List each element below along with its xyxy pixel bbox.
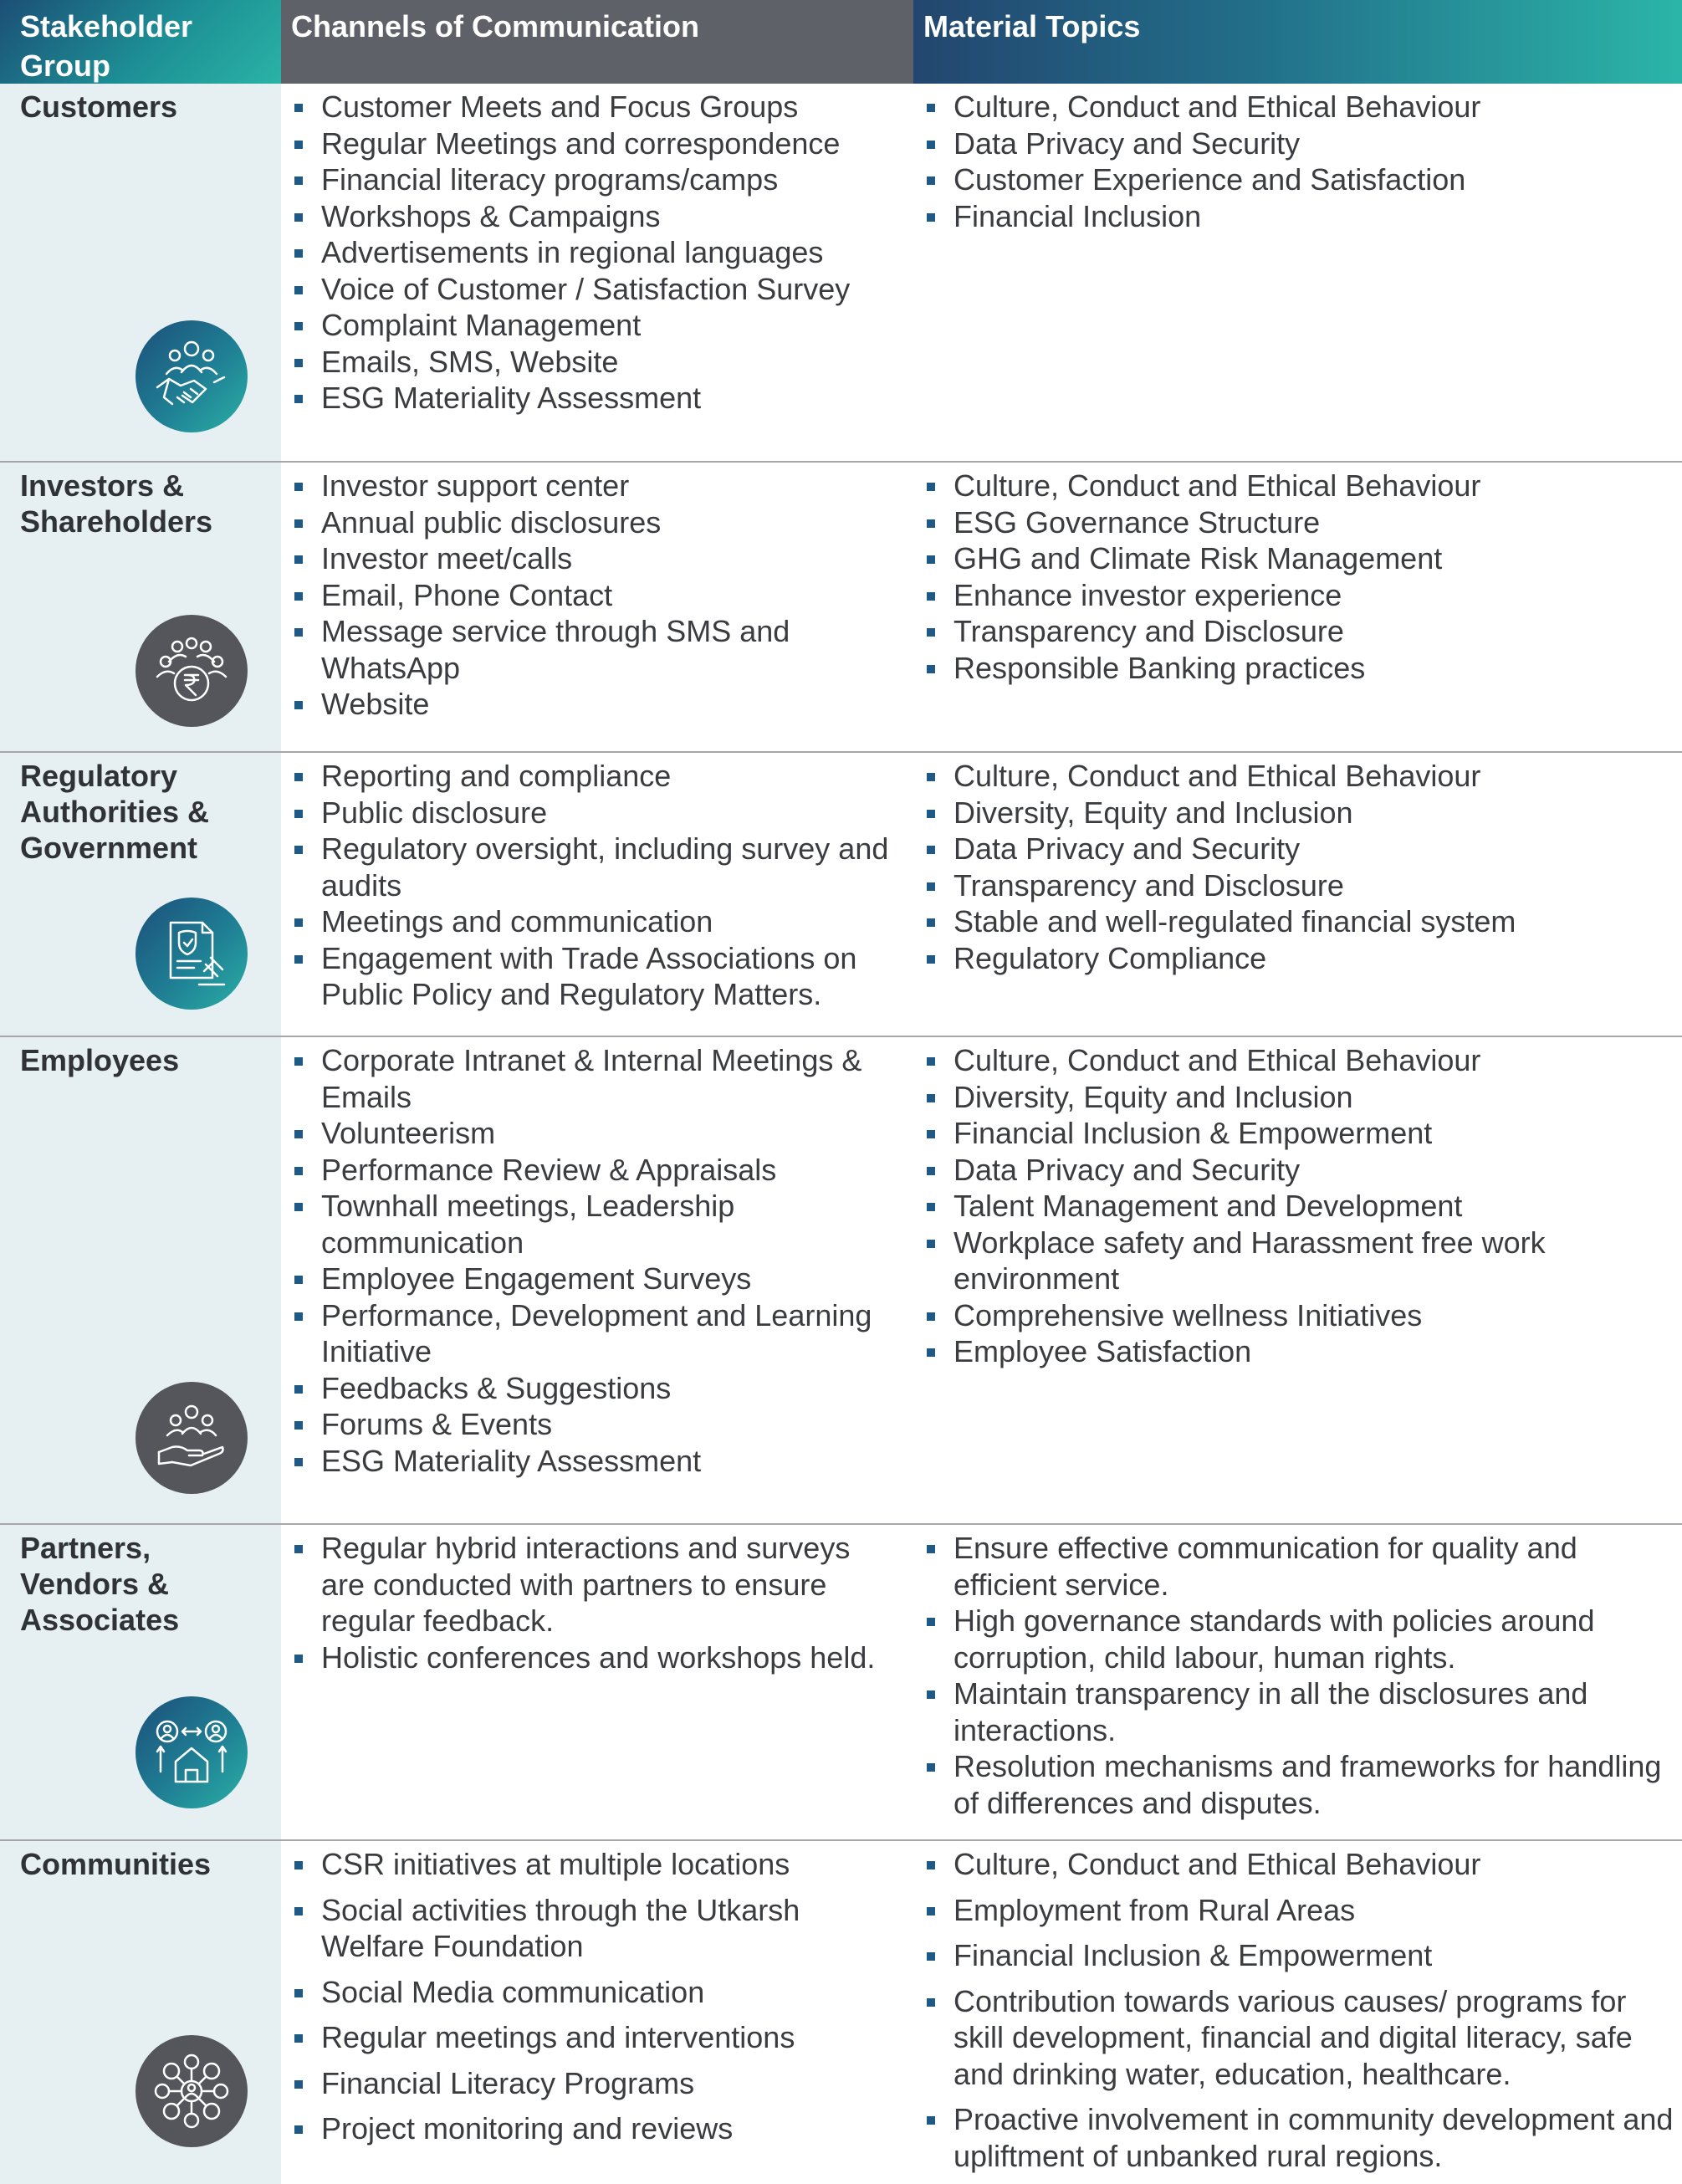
handshake-people-icon — [135, 320, 248, 432]
list-item: Proactive involvement in community development and upliftment of unbanked rural regions. — [923, 2101, 1676, 2174]
topics-list — [923, 1042, 1676, 1370]
list-item: Employee Satisfaction — [923, 1333, 1676, 1370]
stakeholder-cell — [0, 84, 281, 461]
stakeholder-group-name: Customers — [20, 90, 178, 124]
regulatory-document-icon — [135, 898, 248, 1010]
list-item: Talent Management and Development — [923, 1188, 1676, 1225]
list-item: Voice of Customer / Satisfaction Survey — [291, 271, 902, 308]
list-item: Regular meetings and interventions — [291, 2019, 902, 2056]
list-item: Data Privacy and Security — [923, 831, 1676, 867]
stakeholder-cell — [0, 1525, 281, 1839]
topics-list — [923, 1846, 1676, 2174]
list-item: Regular Meetings and correspondence — [291, 125, 902, 162]
list-item: Email, Phone Contact — [291, 577, 902, 614]
list-item: Stable and well-regulated financial system — [923, 903, 1676, 940]
list-item: Culture, Conduct and Ethical Behaviour — [923, 89, 1676, 125]
stakeholder-cell — [0, 753, 281, 1036]
list-item: Responsible Banking practices — [923, 650, 1676, 687]
table-row-customers — [0, 84, 1682, 463]
header-stakeholder-group: Stakeholder Group — [0, 0, 281, 84]
list-item: Message service through SMS and WhatsApp — [291, 613, 902, 686]
channels-list — [291, 89, 902, 417]
channels-list — [291, 1530, 902, 1675]
header-material-topics: Material Topics — [913, 0, 1682, 84]
list-item: Investor meet/calls — [291, 540, 902, 577]
list-item: GHG and Climate Risk Management — [923, 540, 1676, 577]
stakeholder-cell — [0, 1841, 281, 2184]
list-item: Website — [291, 686, 902, 723]
stakeholder-group-name: Communities — [20, 1847, 212, 1881]
list-item: Diversity, Equity and Inclusion — [923, 1079, 1676, 1116]
list-item: Culture, Conduct and Ethical Behaviour — [923, 468, 1676, 504]
list-item: Advertisements in regional languages — [291, 234, 902, 271]
list-item: Enhance investor experience — [923, 577, 1676, 614]
list-item: Forums & Events — [291, 1406, 902, 1443]
topics-list — [923, 89, 1676, 234]
list-item: Ensure effective communication for quality and efficient service. — [923, 1530, 1676, 1603]
table-row-regulatory-government — [0, 753, 1682, 1037]
list-item: Transparency and Disclosure — [923, 867, 1676, 904]
list-item: Contribution towards various causes/ programs for skill development, financial and digital literacy, safe and drinking water, education, healthcare. — [923, 1983, 1676, 2093]
employees-hand-icon — [135, 1382, 248, 1494]
list-item: Complaint Management — [291, 307, 902, 344]
list-item: ESG Materiality Assessment — [291, 1443, 902, 1480]
list-item: ESG Governance Structure — [923, 504, 1676, 541]
stakeholder-cell — [0, 1037, 281, 1523]
list-item: Engagement with Trade Associations on Public Policy and Regulatory Matters. — [291, 940, 902, 1013]
list-item: Regulatory Compliance — [923, 940, 1676, 977]
list-item: Comprehensive wellness Initiatives — [923, 1297, 1676, 1334]
table-row-investors-shareholders — [0, 463, 1682, 753]
channels-list — [291, 1042, 902, 1479]
topics-list — [923, 758, 1676, 976]
list-item: ESG Materiality Assessment — [291, 380, 902, 417]
list-item: Diversity, Equity and Inclusion — [923, 795, 1676, 831]
list-item: Resolution mechanisms and frameworks for handling of differences and disputes. — [923, 1748, 1676, 1821]
list-item: Feedbacks & Suggestions — [291, 1370, 902, 1407]
list-item: Public disclosure — [291, 795, 902, 831]
list-item: CSR initiatives at multiple locations — [291, 1846, 902, 1883]
topics-list — [923, 468, 1676, 686]
channels-list — [291, 1846, 902, 2147]
table-header — [0, 0, 1682, 84]
table-row-employees — [0, 1037, 1682, 1525]
stakeholder-group-name: Employees — [20, 1043, 180, 1077]
list-item: Corporate Intranet & Internal Meetings & Emails — [291, 1042, 902, 1115]
list-item: Financial Inclusion & Empowerment — [923, 1115, 1676, 1152]
list-item: Financial Literacy Programs — [291, 2065, 902, 2102]
list-item: Customer Experience and Satisfaction — [923, 161, 1676, 198]
list-item: Regulatory oversight, including survey and audits — [291, 831, 902, 903]
list-item: Financial Inclusion — [923, 198, 1676, 235]
community-network-icon — [135, 2035, 248, 2147]
list-item: Social Media communication — [291, 1974, 902, 2011]
table-row-communities — [0, 1841, 1682, 2184]
list-item: Emails, SMS, Website — [291, 344, 902, 381]
list-item: Data Privacy and Security — [923, 1152, 1676, 1189]
list-item: Performance Review & Appraisals — [291, 1152, 902, 1189]
list-item: Workplace safety and Harassment free work environment — [923, 1225, 1676, 1297]
list-item: Employee Engagement Surveys — [291, 1261, 902, 1297]
list-item: Project monitoring and reviews — [291, 2110, 902, 2147]
investors-rupee-icon — [135, 615, 248, 727]
list-item: Employment from Rural Areas — [923, 1892, 1676, 1929]
partners-house-icon — [135, 1696, 248, 1808]
list-item: Volunteerism — [291, 1115, 902, 1152]
list-item: Investor support center — [291, 468, 902, 504]
list-item: Performance, Development and Learning Initiative — [291, 1297, 902, 1370]
list-item: High governance standards with policies around corruption, child labour, human rights. — [923, 1603, 1676, 1675]
channels-list — [291, 468, 902, 723]
list-item: Annual public disclosures — [291, 504, 902, 541]
list-item: Data Privacy and Security — [923, 125, 1676, 162]
list-item: Regular hybrid interactions and surveys are conducted with partners to ensure regular feedback. — [291, 1530, 902, 1639]
list-item: Meetings and communication — [291, 903, 902, 940]
list-item: Culture, Conduct and Ethical Behaviour — [923, 1846, 1676, 1883]
table-row-partners-vendors — [0, 1525, 1682, 1841]
stakeholder-cell — [0, 463, 281, 751]
list-item: Reporting and compliance — [291, 758, 902, 795]
topics-list — [923, 1530, 1676, 1821]
list-item: Social activities through the Utkarsh Welfare Foundation — [291, 1892, 902, 1965]
list-item: Customer Meets and Focus Groups — [291, 89, 902, 125]
list-item: Financial literacy programs/camps — [291, 161, 902, 198]
list-item: Townhall meetings, Leadership communication — [291, 1188, 902, 1261]
list-item: Maintain transparency in all the disclosures and interactions. — [923, 1675, 1676, 1748]
stakeholder-group-name: Investors & Shareholders — [20, 468, 213, 539]
list-item: Transparency and Disclosure — [923, 613, 1676, 650]
list-item: Financial Inclusion & Empowerment — [923, 1937, 1676, 1974]
list-item: Culture, Conduct and Ethical Behaviour — [923, 758, 1676, 795]
list-item: Holistic conferences and workshops held. — [291, 1639, 902, 1676]
channels-list — [291, 758, 902, 1013]
stakeholder-group-name: Regulatory Authorities & Government — [20, 759, 210, 865]
list-item: Workshops & Campaigns — [291, 198, 902, 235]
header-channels-of-communication: Channels of Communication — [281, 0, 913, 84]
list-item: Culture, Conduct and Ethical Behaviour — [923, 1042, 1676, 1079]
stakeholder-group-name: Partners, Vendors & Associates — [20, 1531, 180, 1637]
